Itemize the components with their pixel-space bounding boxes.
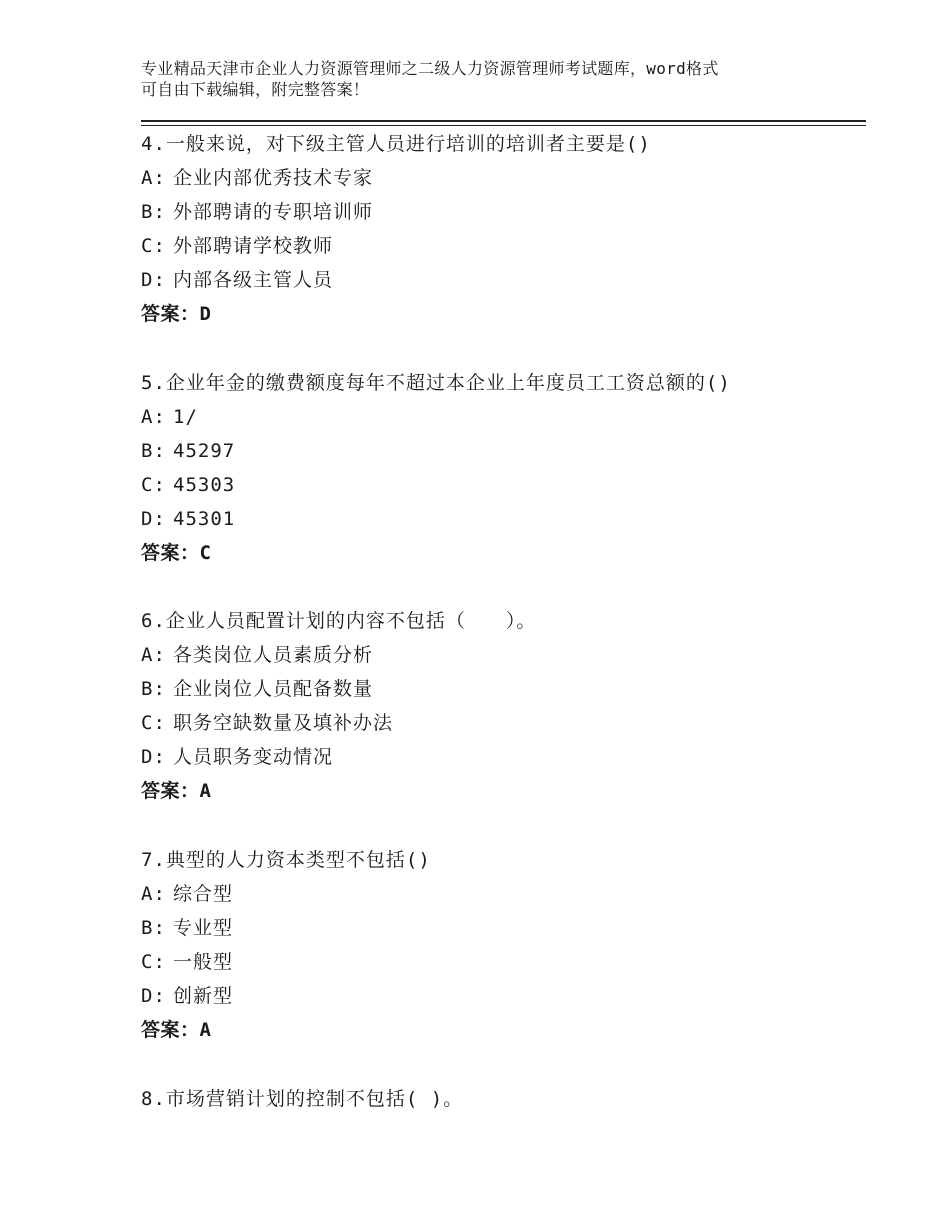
option-c [141,945,861,979]
option-c [141,706,861,740]
option-c [141,229,861,263]
option-d [141,502,861,536]
option-letter: C: [141,474,166,496]
option-letter: D: [141,508,166,530]
option-letter: A: [141,883,166,905]
question-5 [141,366,861,570]
option-text: 一般型 [173,951,234,973]
question-stem: 8.市场营销计划的控制不包括( )。 [141,1088,464,1110]
option-letter: B: [141,678,166,700]
answer-line: 答案：C [141,542,212,564]
document-header [141,58,841,100]
option-text: 45303 [173,474,236,496]
option-text: 45297 [173,440,236,462]
option-text: 创新型 [173,985,234,1007]
option-text: 企业岗位人员配备数量 [173,678,374,700]
option-text: 职务空缺数量及填补办法 [173,712,394,734]
header-divider-thin [141,125,866,126]
option-letter: B: [141,201,166,223]
header-title-line-1: 专业精品天津市企业人力资源管理师之二级人力资源管理师考试题库，word格式 [141,59,719,78]
option-d [141,263,861,297]
option-b [141,195,861,229]
answer-line: 答案：A [141,780,212,802]
question-7 [141,843,861,1047]
option-d [141,979,861,1013]
option-c [141,468,861,502]
answer-line: 答案：A [141,1019,212,1041]
option-text: 企业内部优秀技术专家 [173,167,374,189]
option-letter: C: [141,712,166,734]
option-letter: C: [141,235,166,257]
header-divider-thick [141,120,866,122]
option-a [141,161,861,195]
question-4 [141,127,861,331]
question-8 [141,1082,861,1116]
option-a [141,400,861,434]
option-b [141,911,861,945]
option-a [141,877,861,911]
option-text: 各类岗位人员素质分析 [173,644,374,666]
option-letter: C: [141,951,166,973]
option-letter: D: [141,269,166,291]
option-text: 45301 [173,508,236,530]
option-d [141,740,861,774]
answer-line: 答案：D [141,303,212,325]
option-letter: D: [141,746,166,768]
option-letter: A: [141,167,166,189]
option-letter: B: [141,440,166,462]
option-text: 专业型 [173,917,234,939]
option-text: 外部聘请的专职培训师 [173,201,374,223]
option-text: 1/ [173,406,198,428]
question-6 [141,604,861,808]
option-text: 人员职务变动情况 [173,746,334,768]
option-letter: A: [141,406,166,428]
option-text: 综合型 [173,883,234,905]
option-text: 外部聘请学校教师 [173,235,334,257]
option-letter: B: [141,917,166,939]
option-letter: A: [141,644,166,666]
question-stem: 5.企业年金的缴费额度每年不超过本企业上年度员工工资总额的() [141,372,731,394]
question-stem: 4.一般来说，对下级主管人员进行培训的培训者主要是() [141,133,651,155]
option-letter: D: [141,985,166,1007]
header-title-line-2: 可自由下载编辑，附完整答案！ [141,80,370,99]
option-text: 内部各级主管人员 [173,269,334,291]
option-b [141,672,861,706]
question-stem: 6.企业人员配置计划的内容不包括（ ）。 [141,610,537,632]
option-a [141,638,861,672]
option-b [141,434,861,468]
question-stem: 7.典型的人力资本类型不包括() [141,849,431,871]
